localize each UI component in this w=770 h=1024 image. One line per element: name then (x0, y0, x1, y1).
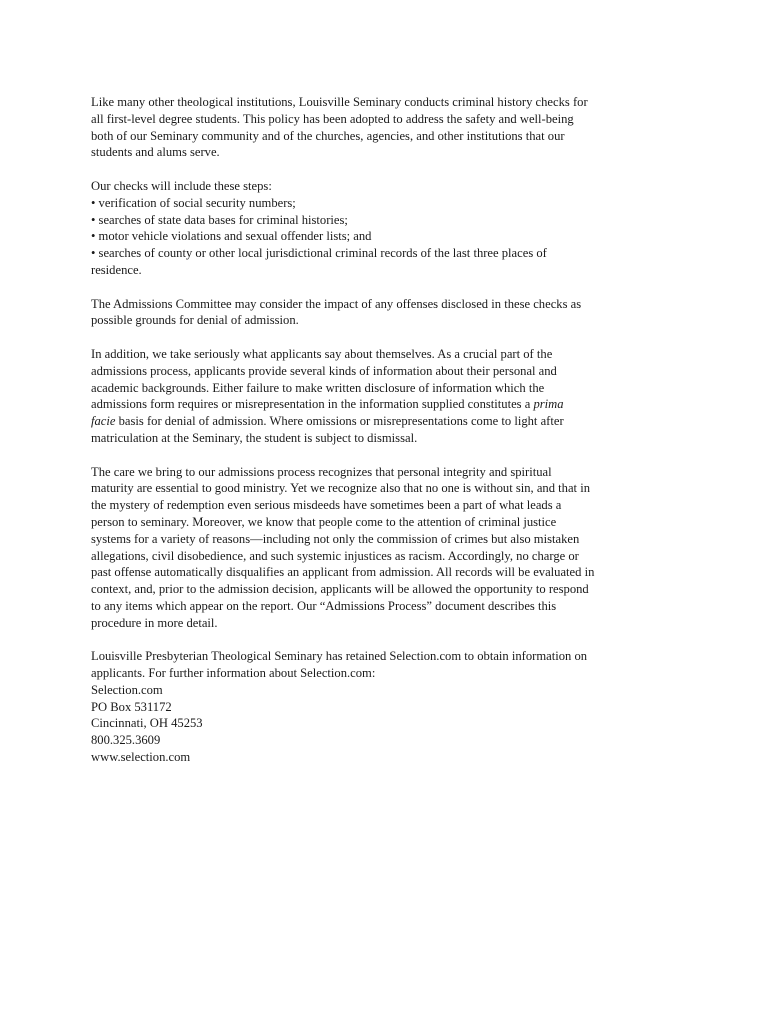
text-line: academic backgrounds. Either failure to make written disclosure of information which the (91, 380, 545, 395)
contact-paragraph (91, 648, 691, 766)
text-line: In addition, we take seriously what applicants say about themselves. As a crucial part of the (91, 346, 553, 361)
contact-phone: 800.325.3609 (91, 733, 161, 748)
checks-list (91, 178, 691, 279)
text-line: systems for a variety of reasons—including not only the commission of crimes but also mistaken (91, 531, 580, 546)
text-line: past offense automatically disqualifies an applicant from admission. All records will be evaluated in (91, 565, 595, 580)
text-line: The care we bring to our admissions process recognizes that personal integrity and spiritual (91, 464, 552, 479)
contact-company: Selection.com (91, 682, 163, 697)
contact-website: www.selection.com (91, 750, 191, 765)
text-line: person to seminary. Moreover, we know that people come to the attention of criminal justice (91, 514, 557, 529)
text-line (91, 413, 691, 430)
text-line: The Admissions Committee may consider the impact of any offenses disclosed in these checks as (91, 296, 582, 311)
text-line: possible grounds for denial of admission. (91, 313, 299, 328)
integrity-paragraph (91, 464, 691, 632)
text-line: students and alums serve. (91, 145, 220, 160)
contact-pobox: PO Box 531172 (91, 699, 172, 714)
text-segment: admissions form requires or misrepresentation in the information supplied constitutes a (91, 397, 534, 412)
text-line: Like many other theological institutions, Louisville Seminary conducts criminal history checks for (91, 95, 588, 109)
text-line: admissions process, applicants provide several kinds of information about their personal and (91, 363, 557, 378)
text-line: applicants. For further information about Selection.com: (91, 666, 376, 681)
italic-term: prima (533, 397, 564, 412)
list-item: • searches of state data bases for criminal histories; (91, 212, 348, 227)
text-line: maturity are essential to good ministry. Yet we recognize also that no one is without sin, and that in (91, 481, 590, 496)
list-item: • motor vehicle violations and sexual offender lists; and (91, 229, 372, 244)
contact-city: Cincinnati, OH 45253 (91, 716, 203, 731)
italic-term: facie (91, 414, 116, 429)
document-body (91, 94, 691, 783)
text-line: to any items which appear on the report. Our “Admissions Process” document describes this (91, 598, 557, 613)
list-item-continuation: residence. (91, 262, 142, 277)
checks-intro: Our checks will include these steps: (91, 178, 272, 193)
list-item: • verification of social security numbers; (91, 195, 296, 210)
text-line: Louisville Presbyterian Theological Seminary has retained Selection.com to obtain information on (91, 649, 588, 664)
text-segment: basis for denial of admission. Where omissions or misrepresentations come to light after (115, 414, 564, 429)
text-line: both of our Seminary community and of the churches, agencies, and other institutions that our (91, 128, 565, 143)
intro-paragraph (91, 94, 691, 161)
disclosure-paragraph (91, 346, 691, 447)
text-line: allegations, civil disobedience, and such systemic injustices as racism. Accordingly, no charge or (91, 548, 579, 563)
list-item: • searches of county or other local jurisdictional criminal records of the last three places of (91, 246, 547, 261)
committee-paragraph (91, 296, 691, 330)
text-line: procedure in more detail. (91, 615, 218, 630)
text-line: all first-level degree students. This policy has been adopted to address the safety and well-being (91, 111, 574, 126)
text-line: context, and, prior to the admission decision, applicants will be allowed the opportunity to respond (91, 582, 589, 597)
text-line: the mystery of redemption even serious misdeeds have sometimes been a part of what leads a (91, 498, 562, 513)
text-line: matriculation at the Seminary, the student is subject to dismissal. (91, 430, 418, 445)
text-line (91, 396, 691, 413)
